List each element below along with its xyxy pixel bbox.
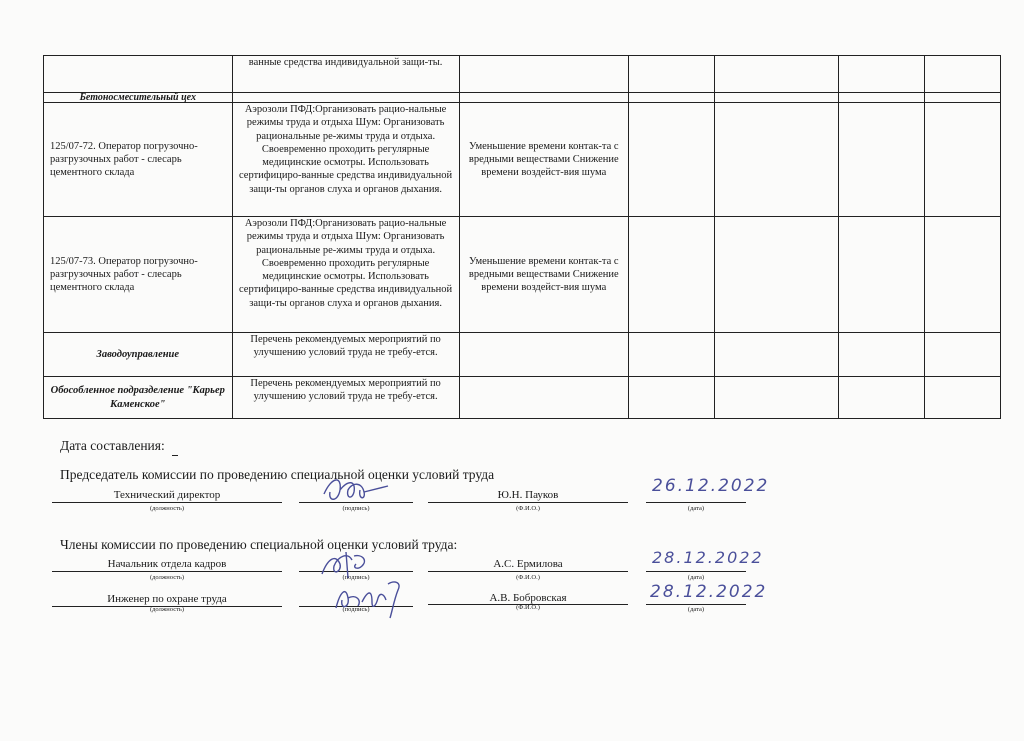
handwritten-date: 28.12.2022 bbox=[652, 548, 764, 567]
dept-name: Заводоуправление bbox=[44, 333, 233, 377]
position-caption: (должность) bbox=[149, 505, 185, 512]
goal-cell: Уменьшение времени контак-та с вредными веществами Снижение времени воздейст-вия шума bbox=[459, 103, 628, 217]
workplace-cell: 125/07-73. Оператор погрузочно-разгрузочных работ - слесарь цементного склада bbox=[44, 217, 233, 333]
date-caption: (дата) bbox=[687, 574, 705, 581]
member-name: А.С. Ермилова bbox=[493, 558, 563, 570]
dept-name: Бетоносмесительный цех bbox=[44, 93, 233, 103]
signature-caption: (подпись) bbox=[342, 574, 370, 581]
workplace-cell: 125/07-72. Оператор погрузочно-разгрузочных работ - слесарь цементного склада bbox=[44, 103, 233, 217]
measure-cell: Перечень рекомендуемых мероприятий по улучшению условий труда не требу-ется. bbox=[232, 333, 459, 377]
date-caption: (дата) bbox=[687, 606, 705, 613]
table-row bbox=[44, 217, 1001, 333]
name-caption: (Ф.И.О.) bbox=[516, 505, 540, 512]
measure-cell: Аэрозоли ПФД:Организовать рацио-нальные режимы труда и отдыха Шум: Организовать рациональные ре-жимы труда и отдыха. Своевременно проходить регулярные медицинские осмотры. Использовать сертифициро-ванные средства индивидуальной защи-ты органов слуха и органов дыхания. bbox=[232, 103, 459, 217]
measure-cell: Перечень рекомендуемых мероприятий по улучшению условий труда не требу-ется. bbox=[232, 377, 459, 419]
name-caption: (Ф.И.О.) bbox=[516, 604, 540, 611]
dept-row bbox=[44, 93, 1001, 103]
table-row bbox=[44, 56, 1001, 93]
handwritten-date: 26.12.2022 bbox=[652, 476, 770, 496]
measure-cell: ванные средства индивидуальной защи-ты. bbox=[232, 56, 459, 93]
goal-cell: Уменьшение времени контак-та с вредными веществами Снижение времени воздейст-вия шума bbox=[459, 217, 628, 333]
date-label: Дата составления: bbox=[60, 438, 165, 453]
table-row bbox=[44, 103, 1001, 217]
chair-heading: Председатель комиссии по проведению специальной оценки условий труда bbox=[60, 467, 495, 482]
signature-caption: (подпись) bbox=[342, 606, 370, 613]
handwritten-date: 28.12.2022 bbox=[650, 582, 768, 602]
position-caption: (должность) bbox=[149, 574, 185, 581]
chair-name: Ю.Н. Пауков bbox=[497, 489, 559, 501]
dept-row bbox=[44, 333, 1001, 377]
name-caption: (Ф.И.О.) bbox=[516, 574, 540, 581]
dept-row bbox=[44, 377, 1001, 419]
date-caption: (дата) bbox=[687, 505, 705, 512]
member-position: Начальник отдела кадров bbox=[107, 558, 227, 570]
members-heading: Члены комиссии по проведению специальной оценки условий труда: bbox=[60, 537, 458, 552]
measures-table bbox=[43, 55, 1001, 419]
dept-name: Обособленное подразделение "Карьер Каменское" bbox=[44, 377, 233, 419]
member-position: Инженер по охране труда bbox=[107, 593, 227, 605]
member-name: А.В. Бобровская bbox=[489, 592, 567, 604]
position-caption: (должность) bbox=[149, 606, 185, 613]
chair-position: Технический директор bbox=[113, 489, 221, 501]
measure-cell: Аэрозоли ПФД:Организовать рацио-нальные режимы труда и отдыха Шум: Организовать рациональные ре-жимы труда и отдыха. Своевременно проходить регулярные медицинские осмотры. Использовать сертифициро-ванные средства индивидуальной защи-ты органов слуха и органов дыхания. bbox=[232, 217, 459, 333]
signature-chair-icon bbox=[318, 472, 398, 508]
signature-caption: (подпись) bbox=[342, 505, 370, 512]
signature-member-icon bbox=[332, 578, 412, 620]
